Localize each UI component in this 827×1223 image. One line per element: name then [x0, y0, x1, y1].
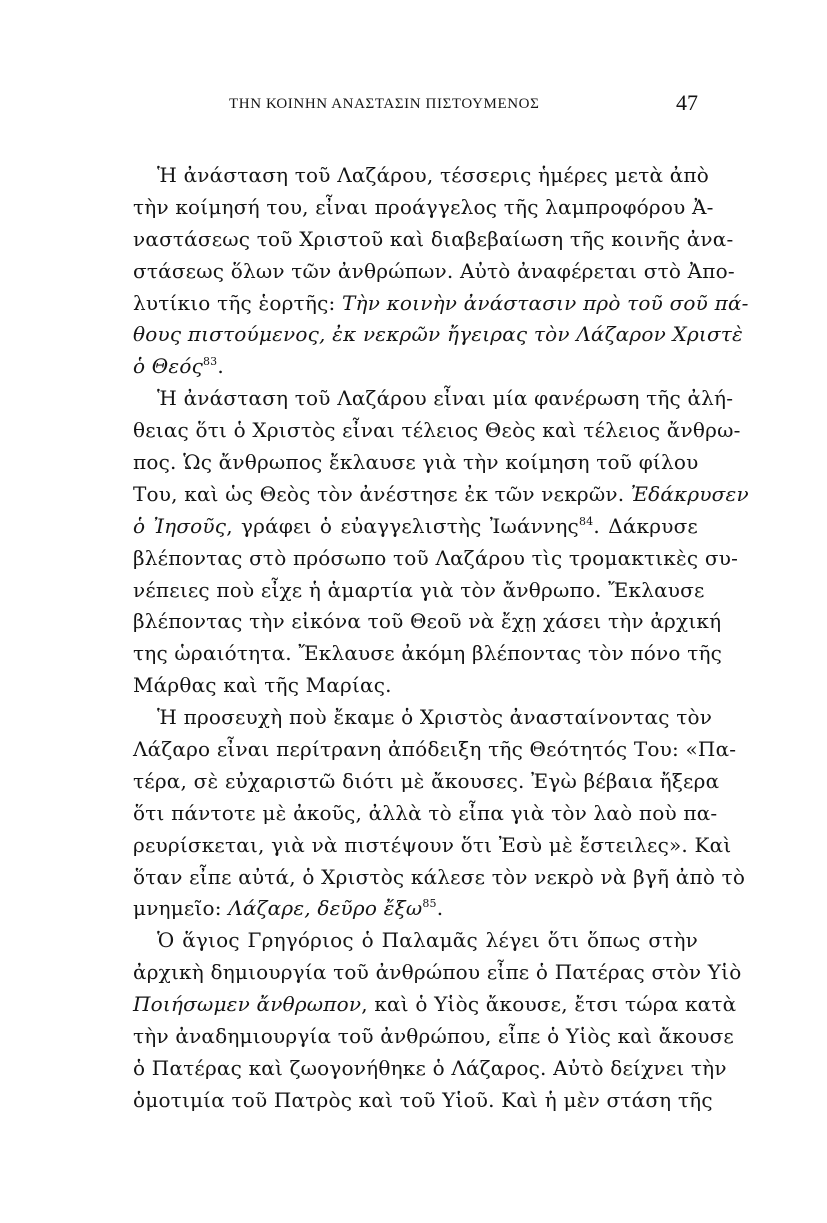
- paragraph: [133, 160, 749, 383]
- text-line: [133, 575, 705, 607]
- text-span: ὅταν εἶπε αὐτά, ὁ Χριστὸς κάλεσε τὸν νεκρὸ νὰ βγῆ ἀπὸ τὸ: [133, 864, 746, 889]
- text-span: .: [436, 896, 444, 921]
- text-span: , γράφει ὁ εὐαγγελιστὴς Ἰωάννης: [226, 513, 579, 538]
- text-span: ὅτι πάντοτε μὲ ἀκοῦς, ἀλλὰ τὸ εἶπα γιὰ τὸν λαὸ ποὺ πα-: [133, 800, 718, 825]
- text-line: [133, 670, 698, 702]
- text-span: τὴν ἀναδημιουργία τοῦ ἀνθρώπου, εἶπε ὁ Υἱὸς καὶ ἄκουσε: [133, 1024, 734, 1049]
- text-line: [133, 511, 698, 543]
- text-span: , καὶ ὁ Υἱὸς ἄκουσε, ἔτσι τώρα κατὰ: [361, 992, 737, 1017]
- text-span: πος. Ὡς ἄνθρωπος ἔκλαυσε γιὰ τὴν κοίμηση τοῦ φίλου: [133, 450, 699, 475]
- page-number: 47: [676, 90, 698, 115]
- italic-span: Ποιήσωμεν ἄνθρωπον: [133, 992, 362, 1017]
- text-span: βλέποντας στὸ πρόσωπο τοῦ Λαζάρου τὶς τρομακτικὲς συ-: [133, 545, 739, 570]
- text-line: [133, 383, 734, 415]
- footnote-ref: 84: [578, 514, 594, 528]
- italic-span: Λάζαρε, δεῦρο ἔξω: [228, 896, 423, 921]
- text-line: [133, 925, 698, 957]
- text-span: Μάρθας καὶ τῆς Μαρίας.: [133, 673, 392, 698]
- text-line: [133, 734, 737, 766]
- text-line: [133, 192, 714, 224]
- text-line: [133, 1021, 734, 1053]
- text-span: ναστάσεως τοῦ Χριστοῦ καὶ διαβεβαίωση τῆς κοινῆς ἀνα-: [133, 226, 734, 251]
- text-line: [133, 989, 737, 1021]
- text-span: ἀρχικὴ δημιουργία τοῦ ἀνθρώπου εἶπε ὁ Πατέρας στὸν Υἱὸ: [133, 960, 742, 985]
- text-span: στάσεως ὅλων τῶν ἀνθρώπων. Αὐτὸ ἀναφέρεται στὸ Ἀπο-: [133, 258, 735, 283]
- book-page: [133, 88, 749, 1112]
- italic-span: θους πιστούμενος, ἐκ νεκρῶν ἤγειρας τὸν Λάζαρον Χριστὲ: [133, 322, 743, 347]
- text-line: [133, 830, 732, 862]
- text-line: [133, 415, 741, 447]
- text-span: νέπειες ποὺ εἶχε ἡ ἁμαρτία γιὰ τὸν ἄνθρωπο. Ἔκλαυσε: [133, 577, 705, 602]
- text-line: [133, 957, 742, 989]
- body-text: [133, 160, 749, 1117]
- text-line: [133, 351, 698, 383]
- italic-span: Ἐδάκρυσεν: [630, 481, 749, 506]
- text-line: [133, 543, 739, 575]
- text-span: της ὡραιότητα. Ἔκλαυσε ἀκόμη βλέποντας τὸν πόνο τῆς: [133, 641, 723, 666]
- text-span: Ἡ ἀνάσταση τοῦ Λαζάρου εἶναι μία φανέρωση τῆς ἀλή-: [157, 386, 734, 411]
- text-line: [133, 638, 723, 670]
- text-line: [133, 766, 720, 798]
- paragraph: [133, 383, 749, 702]
- text-line: [133, 798, 718, 830]
- text-span: Ὁ ἅγιος Γρηγόριος ὁ Παλαμᾶς λέγει ὅτι ὅπως στὴν: [157, 928, 698, 953]
- text-span: Λάζαρο εἶναι περίτρανη ἀπόδειξη τῆς Θεότητός Του: «Πα-: [133, 737, 737, 762]
- paragraph: [133, 702, 746, 925]
- text-span: τέρα, σὲ εὐχαριστῶ διότι μὲ ἄκουσες. Ἐγὼ βέβαια ἤξερα: [133, 768, 720, 793]
- italic-span: Τὴν κοινὴν ἀνάστασιν πρὸ τοῦ σοῦ πά-: [341, 290, 749, 315]
- text-span: βλέποντας τὴν εἰκόνα τοῦ Θεοῦ νὰ ἔχῃ χάσει τὴν ἀρχική: [133, 609, 722, 634]
- text-span: ὁ Πατέρας καὶ ζωογονήθηκε ὁ Λάζαρος. Αὐτὸ δείχνει τὴν: [133, 1055, 727, 1080]
- text-span: ὁμοτιμία τοῦ Πατρὸς καὶ τοῦ Υἱοῦ. Καὶ ἡ μὲν στάση τῆς: [133, 1087, 713, 1112]
- text-line: [133, 160, 710, 192]
- text-line: [133, 606, 722, 638]
- text-span: .: [217, 354, 224, 379]
- text-line: [133, 1085, 713, 1117]
- text-span: Ἡ ἀνάσταση τοῦ Λαζάρου, τέσσερις ἡμέρες μετὰ ἀπὸ: [157, 163, 710, 187]
- text-line: [133, 224, 734, 256]
- text-line: [133, 893, 698, 925]
- text-span: τὴν κοίμησή του, εἶναι προάγγελος τῆς λαμπροφόρου Ἀ-: [133, 194, 714, 219]
- text-span: . Δάκρυσε: [593, 513, 698, 538]
- text-line: [133, 256, 735, 288]
- text-span: λυτίκιο τῆς ἑορτῆς:: [133, 290, 342, 315]
- text-line: [133, 447, 698, 479]
- text-span: Του, καὶ ὡς Θεὸς τὸν ἀνέστησε ἐκ τῶν νεκρῶν.: [133, 481, 631, 506]
- text-line: [133, 288, 749, 320]
- text-span: μνημεῖο:: [133, 896, 229, 921]
- text-span: Ἡ προσευχὴ ποὺ ἔκαμε ὁ Χριστὸς ἀνασταίνοντας τὸν: [157, 705, 713, 730]
- running-title: ΤΗΝ ΚΟΙΝΗΝ ΑΝΑΣΤΑΣΙΝ ΠΙΣΤΟΥΜΕΝΟΣ: [229, 96, 540, 112]
- text-span: θειας ὅτι ὁ Χριστὸς εἶναι τέλειος Θεὸς καὶ τέλειος ἄνθρω-: [133, 418, 741, 443]
- text-line: [133, 702, 713, 734]
- italic-span: ὁ Θεός: [133, 354, 203, 379]
- text-span: ρευρίσκεται, γιὰ νὰ πιστέψουν ὅτι Ἐσὺ μὲ ἔστειλες». Καὶ: [133, 832, 732, 857]
- text-line: [133, 862, 746, 894]
- footnote-ref: 83: [202, 355, 218, 369]
- text-line: [133, 319, 743, 351]
- page-header: [133, 88, 698, 122]
- italic-span: ὁ Ἰησοῦς: [133, 513, 227, 538]
- text-line: [133, 479, 749, 511]
- footnote-ref: 85: [422, 897, 437, 911]
- text-line: [133, 1053, 727, 1085]
- paragraph: [133, 925, 742, 1116]
